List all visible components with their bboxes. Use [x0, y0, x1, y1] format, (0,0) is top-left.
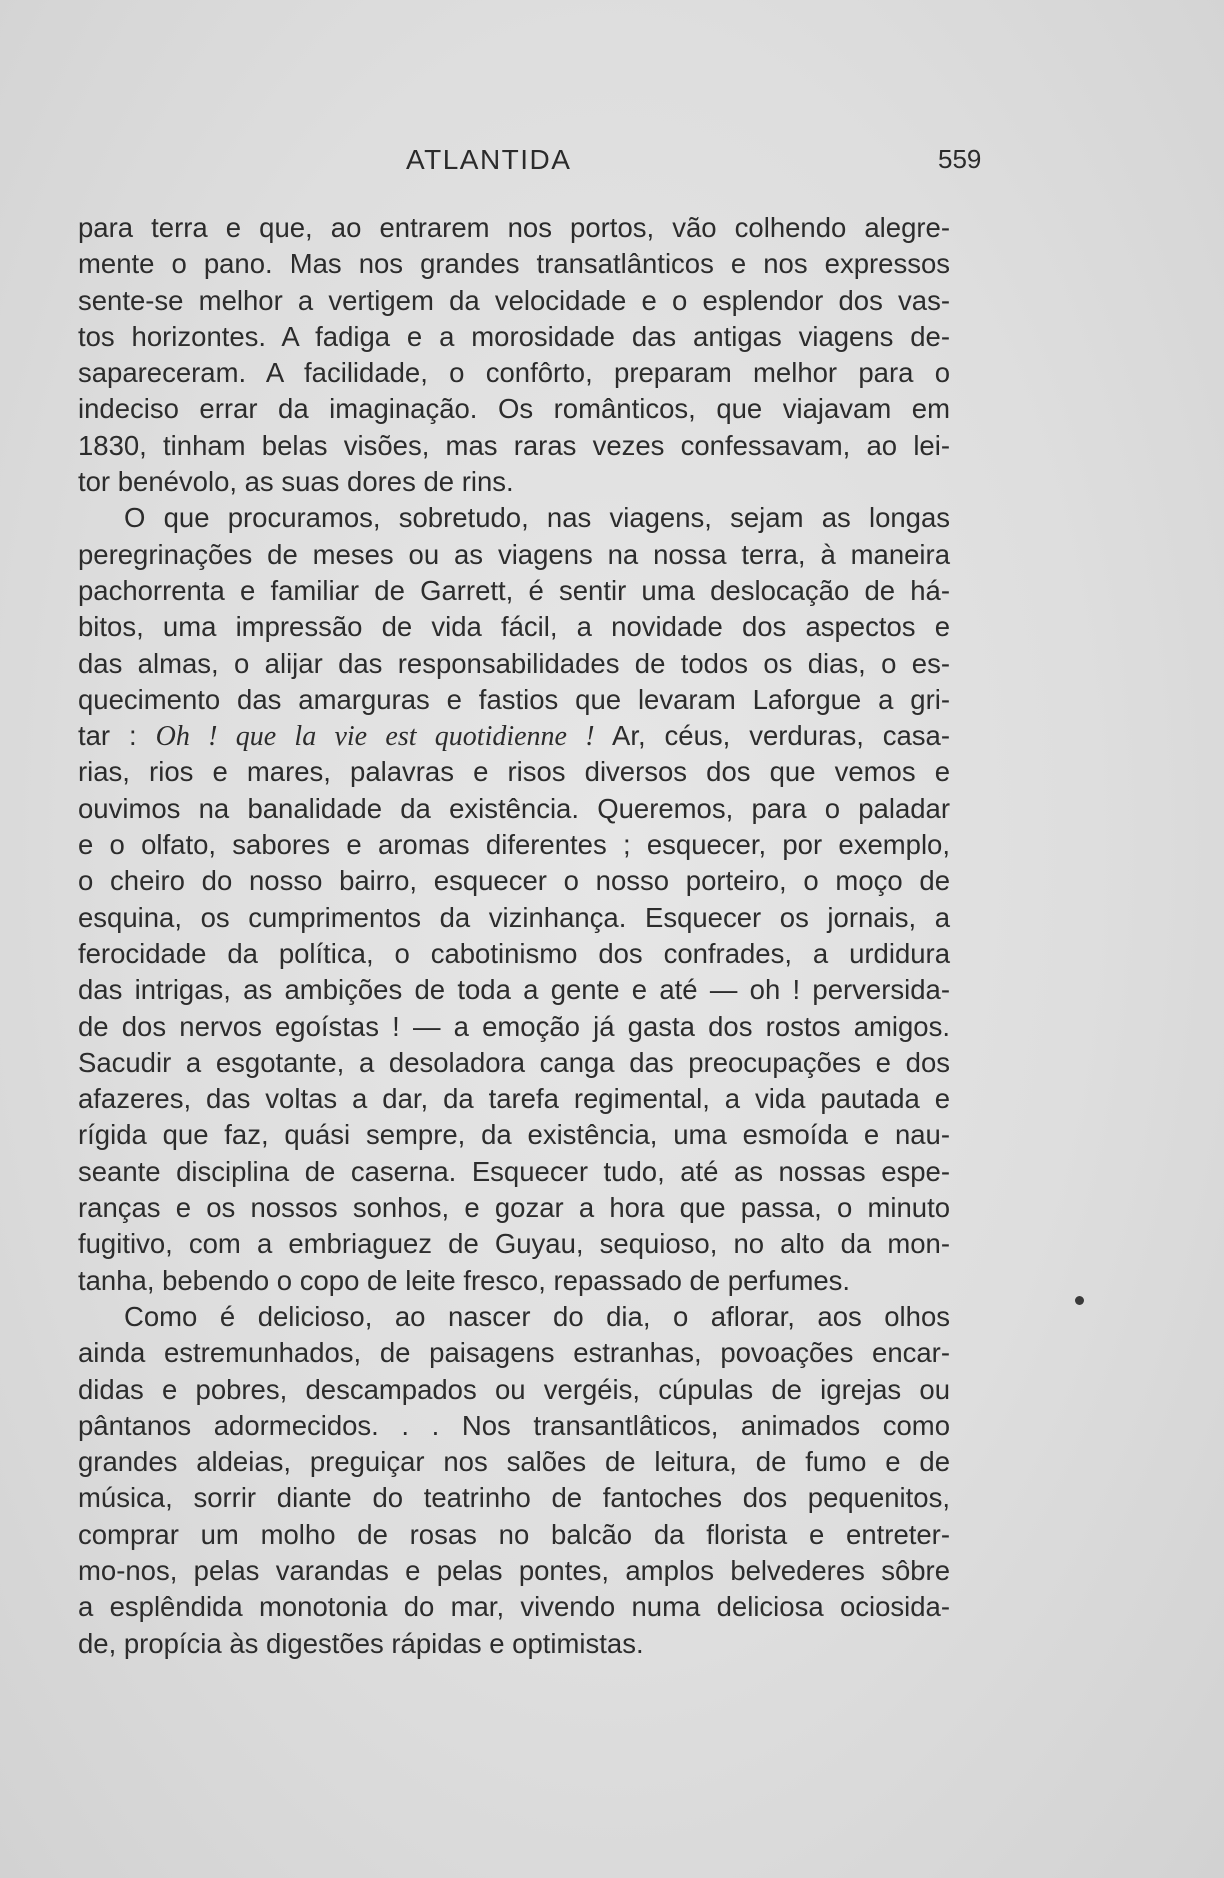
running-header [0, 144, 1224, 180]
text-line: 1830, tinham belas visões, mas raras vezes confessavam, ao lei- [78, 429, 950, 461]
paragraph-2 [78, 500, 950, 1299]
text-line: ouvimos na banalidade da existência. Queremos, para o paladar [78, 792, 950, 824]
text-line: de, propícia às digestões rápidas e optimistas. [78, 1627, 644, 1659]
paragraph-1 [78, 210, 950, 500]
text-line: tanha, bebendo o copo de leite fresco, repassado de perfumes. [78, 1264, 851, 1296]
paragraph-3 [78, 1299, 950, 1662]
text-line: música, sorrir diante do teatrinho de fantoches dos pequenitos, [78, 1482, 950, 1514]
text-line: das intrigas, as ambições de toda a gente e até — oh ! perversida- [78, 974, 950, 1006]
text-line: indeciso errar da imaginação. Os românticos, que viajavam em [78, 393, 950, 425]
text-line: rígida que faz, quási sempre, da existência, uma esmoída e nau- [78, 1119, 950, 1151]
text-line: quecimento das amarguras e fastios que levaram Laforgue a gri- [78, 683, 950, 715]
text-line: Como é delicioso, ao nascer do dia, o aflorar, aos olhos [124, 1300, 950, 1332]
text-line: tos horizontes. A fadiga e a morosidade das antigas viagens de- [78, 320, 950, 352]
text-line: pachorrenta e familiar de Garrett, é sentir uma deslocação de há- [78, 574, 950, 606]
text-line: afazeres, das voltas a dar, da tarefa regimental, a vida pautada e [78, 1083, 950, 1115]
text-line: ranças e os nossos sonhos, e gozar a hora que passa, o minuto [78, 1192, 950, 1224]
text-line: mente o pano. Mas nos grandes transatlânticos e nos expressos [78, 248, 950, 280]
text-line: de dos nervos egoístas ! — a emoção já gasta dos rostos amigos. [78, 1010, 950, 1042]
text-line: didas e pobres, descampados ou vergéis, cúpulas de igrejas ou [78, 1373, 950, 1405]
text-line: sapareceram. A facilidade, o confôrto, preparam melhor para o [78, 357, 950, 389]
running-title: ATLANTIDA [406, 144, 572, 175]
page-number: 559 [938, 144, 982, 174]
text-line: ainda estremunhados, de paisagens estranhas, povoações encar- [78, 1337, 950, 1369]
text-line: grandes aldeias, preguiçar nos salões de leitura, de fumo e de [78, 1446, 950, 1478]
text-segment: Ar, céus, verduras, casa- [594, 720, 951, 752]
text-line: a esplêndida monotonia do mar, vivendo numa deliciosa ociosida- [78, 1591, 950, 1623]
quote-line [78, 718, 950, 754]
text-line: ferocidade da política, o cabotinismo dos confrades, a urdidura [78, 937, 950, 969]
text-line: pântanos adormecidos. . . Nos transantlâticos, animados como [78, 1409, 950, 1441]
text-line: mo-nos, pelas varandas e pelas pontes, amplos belvederes sôbre [78, 1554, 950, 1586]
text-line: peregrinações de meses ou as viagens na nossa terra, à maneira [78, 538, 950, 570]
body-text [78, 210, 950, 1662]
laforgue-quote: Oh ! que la vie est quotidienne ! [155, 721, 595, 753]
text-line: Sacudir a esgotante, a desoladora canga das preocupações e dos [78, 1046, 950, 1078]
text-line: e o olfato, sabores e aromas diferentes ; esquecer, por exemplo, [78, 829, 950, 861]
text-line: o cheiro do nosso bairro, esquecer o nosso porteiro, o moço de [78, 865, 950, 897]
text-line: esquina, os cumprimentos da vizinhança. Esquecer os jornais, a [78, 901, 950, 933]
text-line: tor benévolo, as suas dores de rins. [78, 466, 514, 498]
text-line: rias, rios e mares, palavras e risos diversos dos que vemos e [78, 756, 950, 788]
ink-speck [1075, 1296, 1084, 1305]
text-line: seante disciplina de caserna. Esquecer tudo, até as nossas espe- [78, 1155, 950, 1187]
text-segment: tar : [78, 720, 156, 752]
text-line: fugitivo, com a embriaguez de Guyau, sequioso, no alto da mon- [78, 1228, 950, 1260]
text-line: O que procuramos, sobretudo, nas viagens, sejam as longas [124, 502, 950, 534]
text-line: sente-se melhor a vertigem da velocidade e o esplendor dos vas- [78, 284, 950, 316]
text-line: para terra e que, ao entrarem nos portos, vão colhendo alegre- [78, 212, 950, 243]
text-line: comprar um molho de rosas no balcão da florista e entreter- [78, 1518, 950, 1550]
text-line: das almas, o alijar das responsabilidades de todos os dias, o es- [78, 647, 950, 679]
text-line: bitos, uma impressão de vida fácil, a novidade dos aspectos e [78, 611, 950, 643]
